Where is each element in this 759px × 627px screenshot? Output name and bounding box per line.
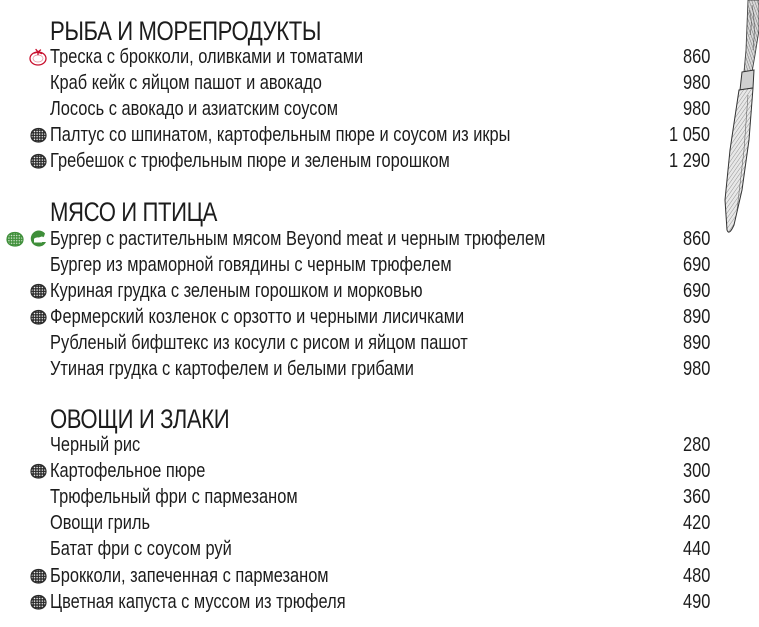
item-price: 890 bbox=[682, 306, 710, 328]
item-name: Картофельное пюре bbox=[50, 460, 206, 482]
item-name: Утиная грудка с картофелем и белыми грибами bbox=[50, 358, 414, 380]
menu-item bbox=[0, 278, 712, 304]
truffle-icon bbox=[28, 125, 48, 145]
knife-illustration-icon bbox=[722, 0, 759, 236]
item-name: Треска с брокколи, оливками и томатами bbox=[50, 46, 364, 68]
item-name: Трюфельный фри с пармезаном bbox=[50, 486, 298, 508]
menu-item bbox=[0, 148, 712, 174]
menu-item bbox=[0, 589, 712, 615]
item-name: Цветная капуста с муссом из трюфеля bbox=[50, 591, 346, 613]
item-price: 360 bbox=[682, 486, 710, 508]
menu-item bbox=[0, 96, 712, 122]
item-icons bbox=[28, 281, 48, 301]
section-title: РЫБА И МОРЕПРОДУКТЫ bbox=[50, 16, 322, 46]
menu-item bbox=[0, 304, 712, 330]
item-icons bbox=[28, 151, 48, 171]
item-price: 280 bbox=[682, 434, 710, 456]
truffle-icon bbox=[28, 592, 48, 612]
vegan-cow-icon bbox=[28, 229, 48, 249]
section-title: ОВОЩИ И ЗЛАКИ bbox=[50, 404, 230, 434]
menu-item bbox=[0, 44, 712, 70]
item-price: 980 bbox=[682, 72, 710, 94]
item-icons bbox=[28, 592, 48, 612]
menu-item bbox=[0, 70, 712, 96]
menu-item bbox=[0, 122, 712, 148]
item-name: Палтус со шпинатом, картофельным пюре и соусом из икры bbox=[50, 124, 511, 146]
item-name: Куриная грудка с зеленым горошком и морковью bbox=[50, 280, 423, 302]
item-name: Краб кейк с яйцом пашот и авокадо bbox=[50, 72, 322, 94]
item-name: Овощи гриль bbox=[50, 512, 151, 534]
item-price: 690 bbox=[682, 254, 710, 276]
item-price: 860 bbox=[682, 228, 710, 250]
menu-item bbox=[0, 536, 712, 562]
menu-item bbox=[0, 226, 712, 252]
item-name: Батат фри с соусом руй bbox=[50, 538, 232, 560]
item-price: 440 bbox=[682, 538, 710, 560]
item-price: 490 bbox=[682, 591, 710, 613]
menu-item bbox=[0, 484, 712, 510]
item-price: 1 050 bbox=[668, 124, 710, 146]
item-icons bbox=[28, 566, 48, 586]
truffle-icon bbox=[28, 566, 48, 586]
truffle-icon bbox=[28, 461, 48, 481]
menu-item bbox=[0, 563, 712, 589]
item-icons bbox=[28, 47, 48, 67]
item-price: 980 bbox=[682, 358, 710, 380]
item-name: Брокколи, запеченная с пармезаном bbox=[50, 565, 329, 587]
green-truffle-icon bbox=[5, 229, 25, 249]
item-name: Фермерский козленок с орзотто и черными лисичками bbox=[50, 306, 465, 328]
item-price: 890 bbox=[682, 332, 710, 354]
section-title: МЯСО И ПТИЦА bbox=[50, 197, 217, 227]
item-name: Гребешок с трюфельным пюре и зеленым горошком bbox=[50, 150, 450, 172]
item-price: 480 bbox=[682, 565, 710, 587]
menu-item bbox=[0, 356, 712, 382]
item-price: 1 290 bbox=[668, 150, 710, 172]
menu-item bbox=[0, 330, 712, 356]
item-name: Бургер с растительным мясом Beyond meat и черным трюфелем bbox=[50, 228, 546, 250]
item-price: 420 bbox=[682, 512, 710, 534]
item-icons bbox=[5, 229, 48, 249]
item-name: Черный рис bbox=[50, 434, 141, 456]
menu-item bbox=[0, 510, 712, 536]
menu-item bbox=[0, 432, 712, 458]
item-price: 980 bbox=[682, 98, 710, 120]
truffle-icon bbox=[28, 151, 48, 171]
item-price: 860 bbox=[682, 46, 710, 68]
menu-item bbox=[0, 458, 712, 484]
item-name: Лосось с авокадо и азиатским соусом bbox=[50, 98, 339, 120]
item-icons bbox=[28, 461, 48, 481]
tomato-icon bbox=[28, 47, 48, 67]
item-price: 300 bbox=[682, 460, 710, 482]
truffle-icon bbox=[28, 307, 48, 327]
item-price: 690 bbox=[682, 280, 710, 302]
menu-item bbox=[0, 252, 712, 278]
item-icons bbox=[28, 307, 48, 327]
truffle-icon bbox=[28, 281, 48, 301]
item-name: Рубленый бифштекс из косули с рисом и яйцом пашот bbox=[50, 332, 468, 354]
item-name: Бургер из мраморной говядины с черным трюфелем bbox=[50, 254, 452, 276]
item-icons bbox=[28, 125, 48, 145]
